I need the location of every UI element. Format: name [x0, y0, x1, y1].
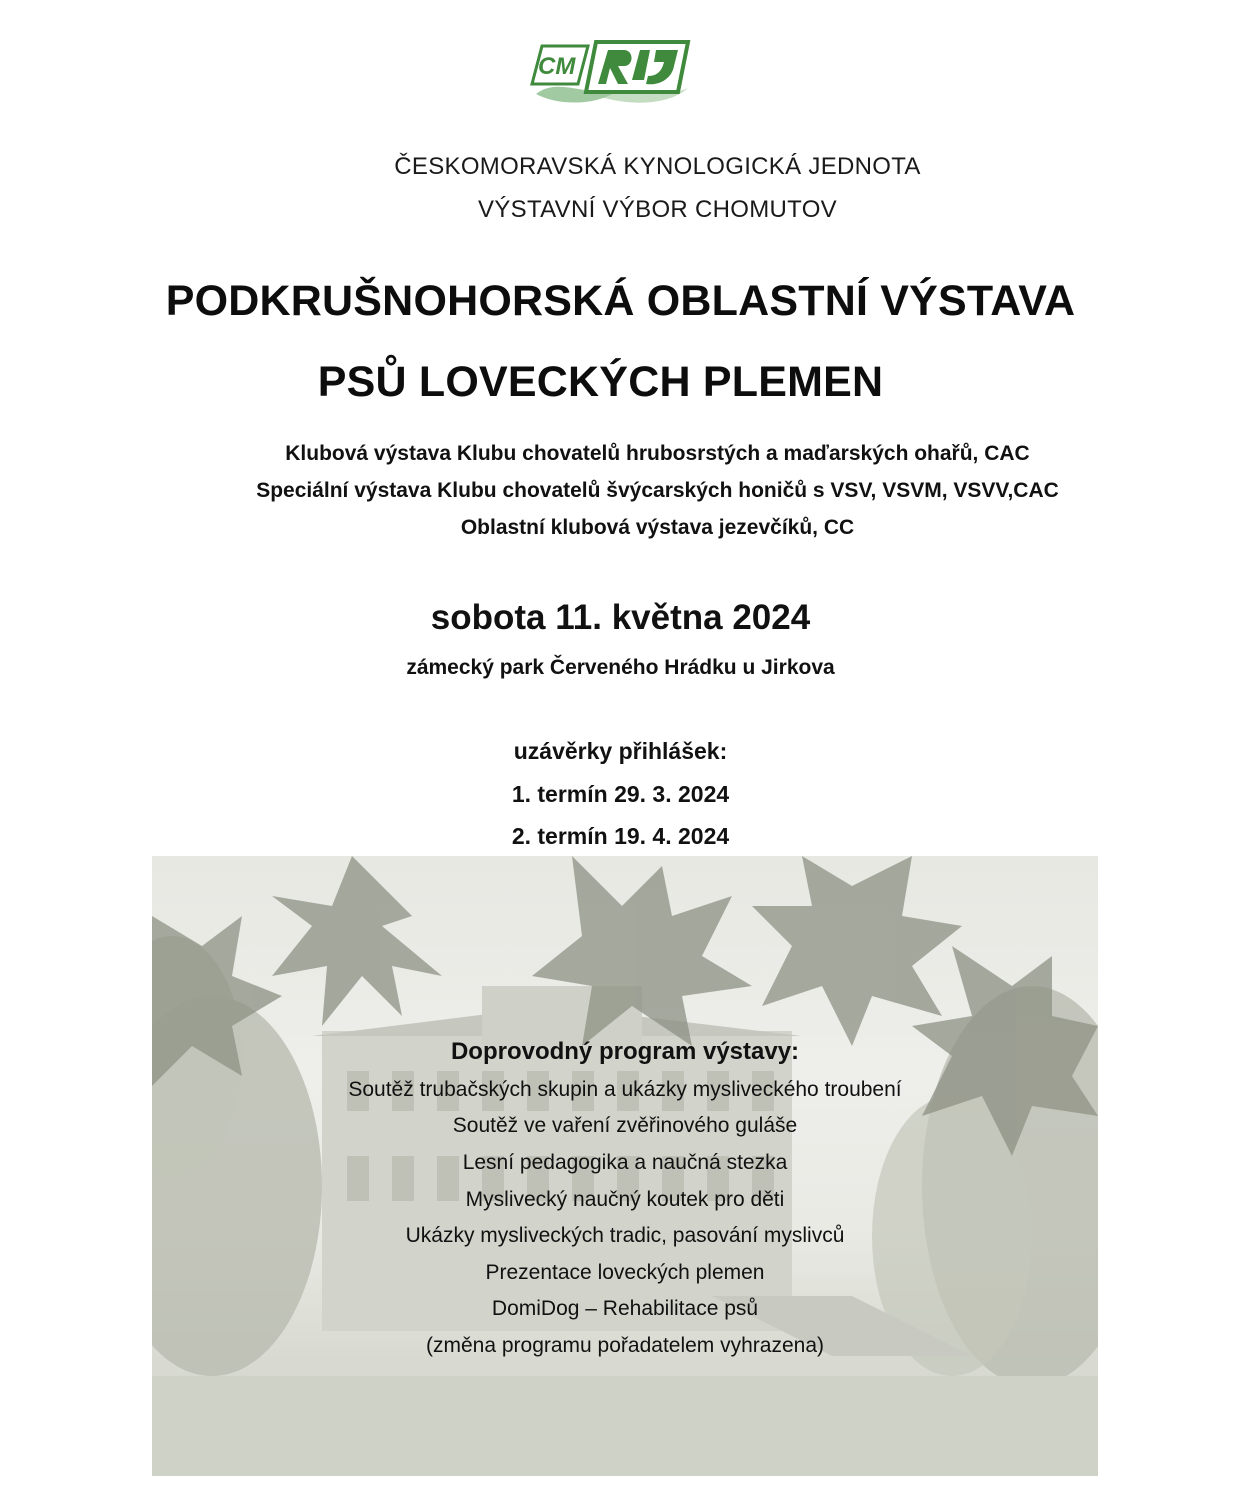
program-item: Soutěž trubačských skupin a ukázky mysliveckého troubení [348, 1078, 902, 1101]
org-committee: VÝSTAVNÍ VÝBOR CHOMUTOV [478, 196, 837, 223]
title-line-1: PODKRUŠNOHORSKÁ OBLASTNÍ VÝSTAVA [165, 277, 1076, 325]
title-line-2: PSŮ LOVECKÝCH PLEMEN [317, 358, 884, 406]
subtitle-special-show: Speciální výstava Klubu chovatelů švýcarských honičů s VSV, VSVM, VSVV,CAC [256, 479, 1059, 502]
event-date: sobota 11. května 2024 [430, 598, 811, 637]
program-item: Myslivecký naučný koutek pro děti [465, 1188, 785, 1211]
deadline-item: 2. termín 19. 4. 2024 [511, 823, 730, 849]
subtitle-club-show-2: Oblastní klubová výstava jezevčíků, CC [460, 516, 855, 539]
program-item: Lesní pedagogika a naučná stezka [462, 1151, 788, 1174]
org-name: ČESKOMORAVSKÁ KYNOLOGICKÁ JEDNOTA [394, 153, 921, 180]
program-item: Soutěž ve vaření zvěřinového guláše [452, 1114, 798, 1137]
event-place: zámecký park Červeného Hrádku u Jirkova [406, 656, 835, 679]
program-item: DomiDog – Rehabilitace psů [491, 1297, 759, 1320]
program-note: (změna programu pořadatelem vyhrazena) [425, 1334, 825, 1357]
svg-text:CM: CM [538, 53, 576, 80]
deadline-item: 1. termín 29. 3. 2024 [511, 781, 730, 807]
subtitle-club-show-1: Klubová výstava Klubu chovatelů hrubosrstých a maďarských ohařů, CAC [285, 442, 1030, 465]
chateau-photo [152, 856, 1098, 1476]
program-item: Prezentace loveckých plemen [485, 1261, 765, 1284]
program-heading: Doprovodný program výstavy: [450, 1038, 800, 1065]
cmkj-logo [528, 36, 696, 106]
deadlines-heading: uzávěrky přihlášek: [513, 738, 728, 764]
program-item: Ukázky mysliveckých tradic, pasování myslivců [405, 1224, 845, 1247]
